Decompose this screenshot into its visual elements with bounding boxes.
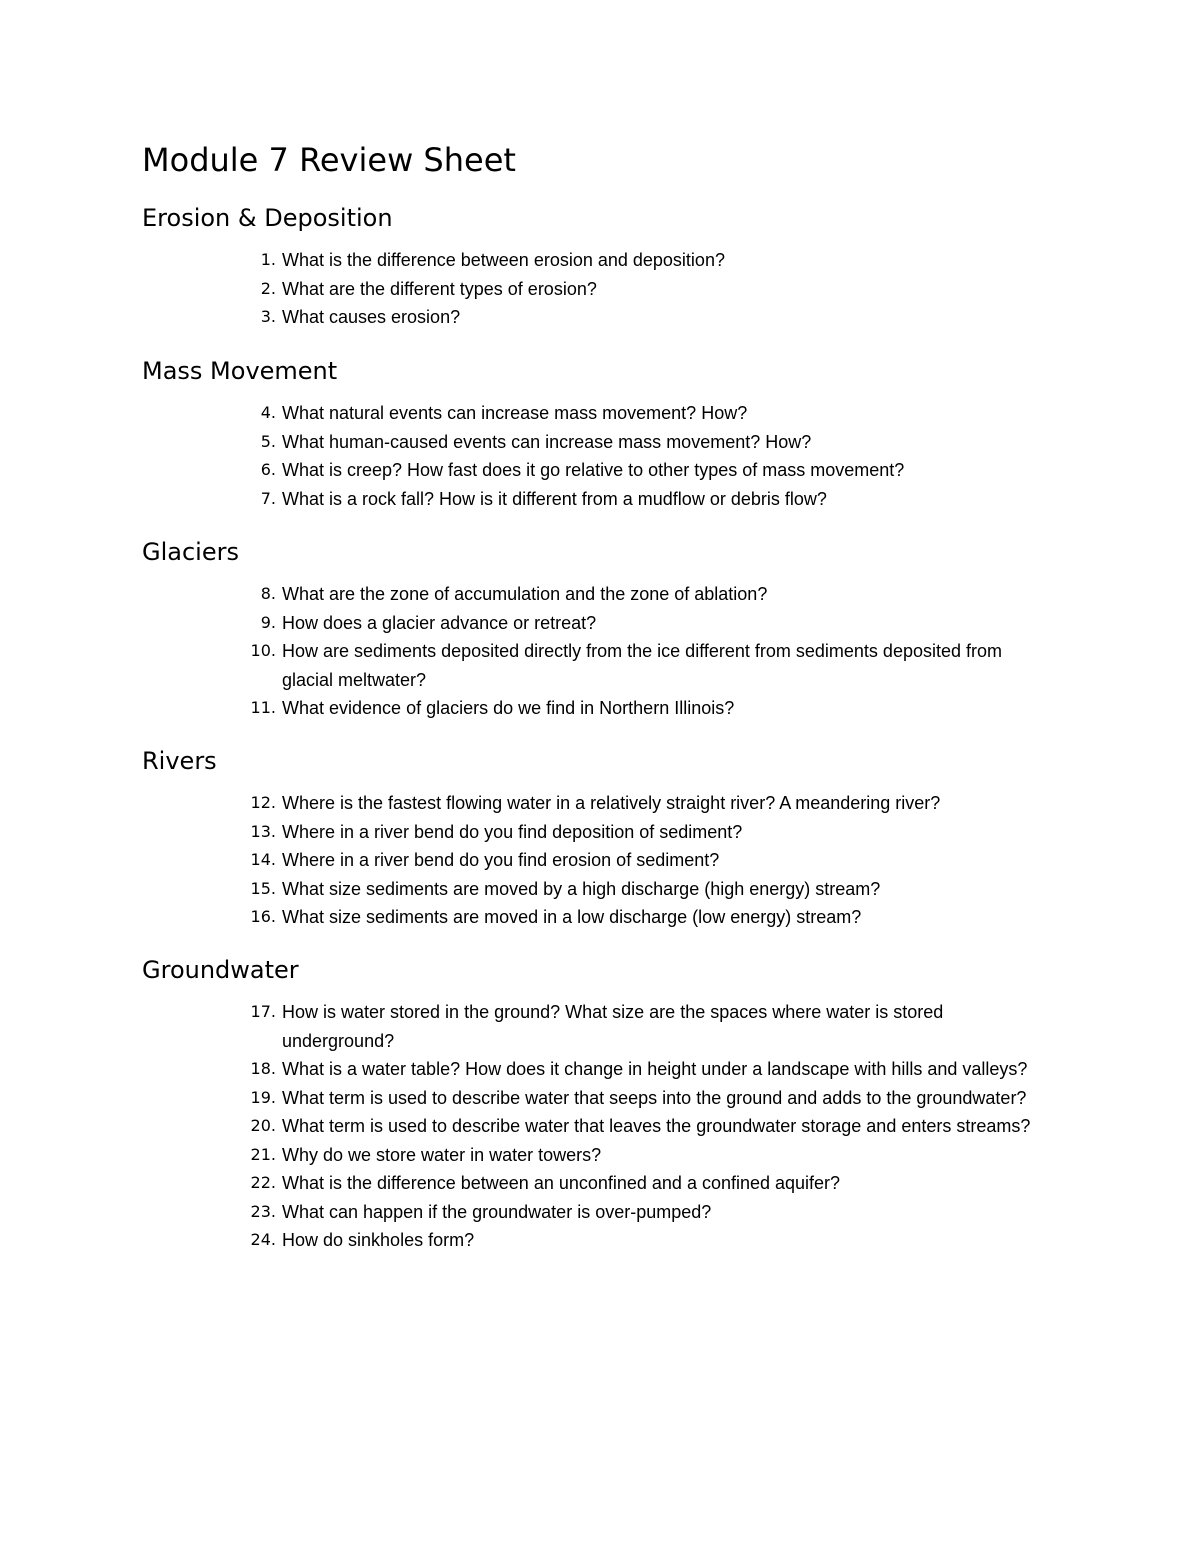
question-item [142, 694, 1062, 723]
question-text: How are sediments deposited directly from the ice different from sediments deposited from glacial meltwater? [282, 641, 1002, 690]
question-text: What are the different types of erosion? [282, 278, 597, 299]
section-glaciers [142, 536, 1062, 723]
question-text: Why do we store water in water towers? [282, 1144, 602, 1165]
question-text: What size sediments are moved in a low discharge (low energy) stream? [282, 907, 862, 927]
question-text: Where in a river bend do you find erosion of sediment? [282, 850, 720, 870]
question-text: What is a water table? How does it change in height under a landscape with hills and valleys? [282, 1059, 1028, 1079]
question-number: 3. [260, 307, 276, 326]
question-item [142, 303, 1062, 332]
question-number: 11. [250, 698, 276, 717]
question-item [142, 1084, 1062, 1113]
question-text: How is water stored in the ground? What size are the spaces where water is stored underground? [282, 1002, 944, 1051]
question-text: What is the difference between an unconfined and a confined aquifer? [282, 1173, 841, 1193]
question-text: Where in a river bend do you find deposition of sediment? [282, 821, 743, 842]
question-item [142, 485, 1062, 514]
question-item [142, 789, 1062, 818]
section-heading: Groundwater [142, 956, 299, 984]
section-heading: Rivers [142, 747, 217, 775]
question-text: What causes erosion? [282, 307, 461, 327]
section-heading: Mass Movement [142, 357, 338, 385]
question-text: What is creep? How fast does it go relative to other types of mass movement? [282, 460, 905, 480]
question-text: Where is the fastest flowing water in a relatively straight river? A meandering river? [282, 793, 941, 813]
document-title: Module 7 Review Sheet [142, 141, 516, 179]
question-item [142, 399, 1062, 428]
question-list [142, 399, 1062, 513]
question-number: 2. [260, 278, 276, 298]
question-item [142, 903, 1062, 932]
section-heading: Erosion & Deposition [142, 204, 393, 232]
question-number: 4. [260, 403, 276, 422]
question-text: How does a glacier advance or retreat? [282, 612, 597, 633]
question-text: What are the zone of accumulation and the zone of ablation? [282, 584, 768, 604]
question-text: What is the difference between erosion and deposition? [282, 250, 725, 270]
question-item [142, 637, 1062, 694]
question-number: 21. [250, 1144, 276, 1164]
question-text: What human-caused events can increase mass movement? How? [282, 431, 812, 452]
question-number: 15. [250, 878, 276, 898]
question-number: 17. [250, 1002, 276, 1021]
section-heading: Glaciers [142, 538, 239, 566]
question-number: 18. [250, 1059, 276, 1078]
question-number: 14. [250, 850, 276, 869]
question-text: What evidence of glaciers do we find in Northern Illinois? [282, 698, 735, 718]
question-item [142, 428, 1062, 457]
question-number: 6. [260, 460, 276, 479]
section-groundwater [142, 954, 1062, 1255]
question-number: 13. [250, 821, 276, 841]
question-number: 9. [260, 612, 276, 632]
question-number: 23. [250, 1201, 276, 1221]
question-number: 24. [250, 1230, 276, 1249]
question-item [142, 818, 1062, 847]
question-number: 12. [250, 793, 276, 812]
question-text: How do sinkholes form? [282, 1230, 475, 1250]
question-number: 22. [250, 1173, 276, 1192]
question-text: What natural events can increase mass movement? How? [282, 403, 748, 423]
section-erosion-deposition [142, 202, 1062, 332]
question-text: What can happen if the groundwater is over-pumped? [282, 1201, 712, 1222]
question-item [142, 1169, 1062, 1198]
question-list [142, 246, 1062, 332]
question-item [142, 875, 1062, 904]
question-number: 8. [260, 584, 276, 603]
question-item [142, 1226, 1062, 1255]
question-item [142, 275, 1062, 304]
question-item [142, 1055, 1062, 1084]
question-item [142, 1112, 1062, 1141]
question-item [142, 1141, 1062, 1170]
question-item [142, 456, 1062, 485]
question-item [142, 580, 1062, 609]
question-item [142, 846, 1062, 875]
question-number: 5. [260, 431, 276, 451]
question-item [142, 998, 1062, 1055]
question-text: What is a rock fall? How is it different from a mudflow or debris flow? [282, 488, 827, 509]
question-list [142, 998, 1062, 1255]
question-number: 1. [260, 250, 276, 269]
question-item [142, 1198, 1062, 1227]
question-number: 7. [260, 488, 276, 508]
question-number: 19. [250, 1087, 276, 1107]
question-number: 16. [250, 907, 276, 926]
question-item [142, 609, 1062, 638]
section-mass-movement [142, 355, 1062, 513]
question-number: 20. [250, 1116, 276, 1135]
section-rivers [142, 745, 1062, 932]
question-text: What term is used to describe water that seeps into the ground and adds to the groundwater? [282, 1087, 1027, 1108]
question-text: What term is used to describe water that leaves the groundwater storage and enters streams? [282, 1116, 1031, 1136]
question-text: What size sediments are moved by a high discharge (high energy) stream? [282, 878, 881, 899]
question-number: 10. [250, 641, 276, 660]
question-item [142, 246, 1062, 275]
question-list [142, 580, 1062, 723]
question-list [142, 789, 1062, 932]
